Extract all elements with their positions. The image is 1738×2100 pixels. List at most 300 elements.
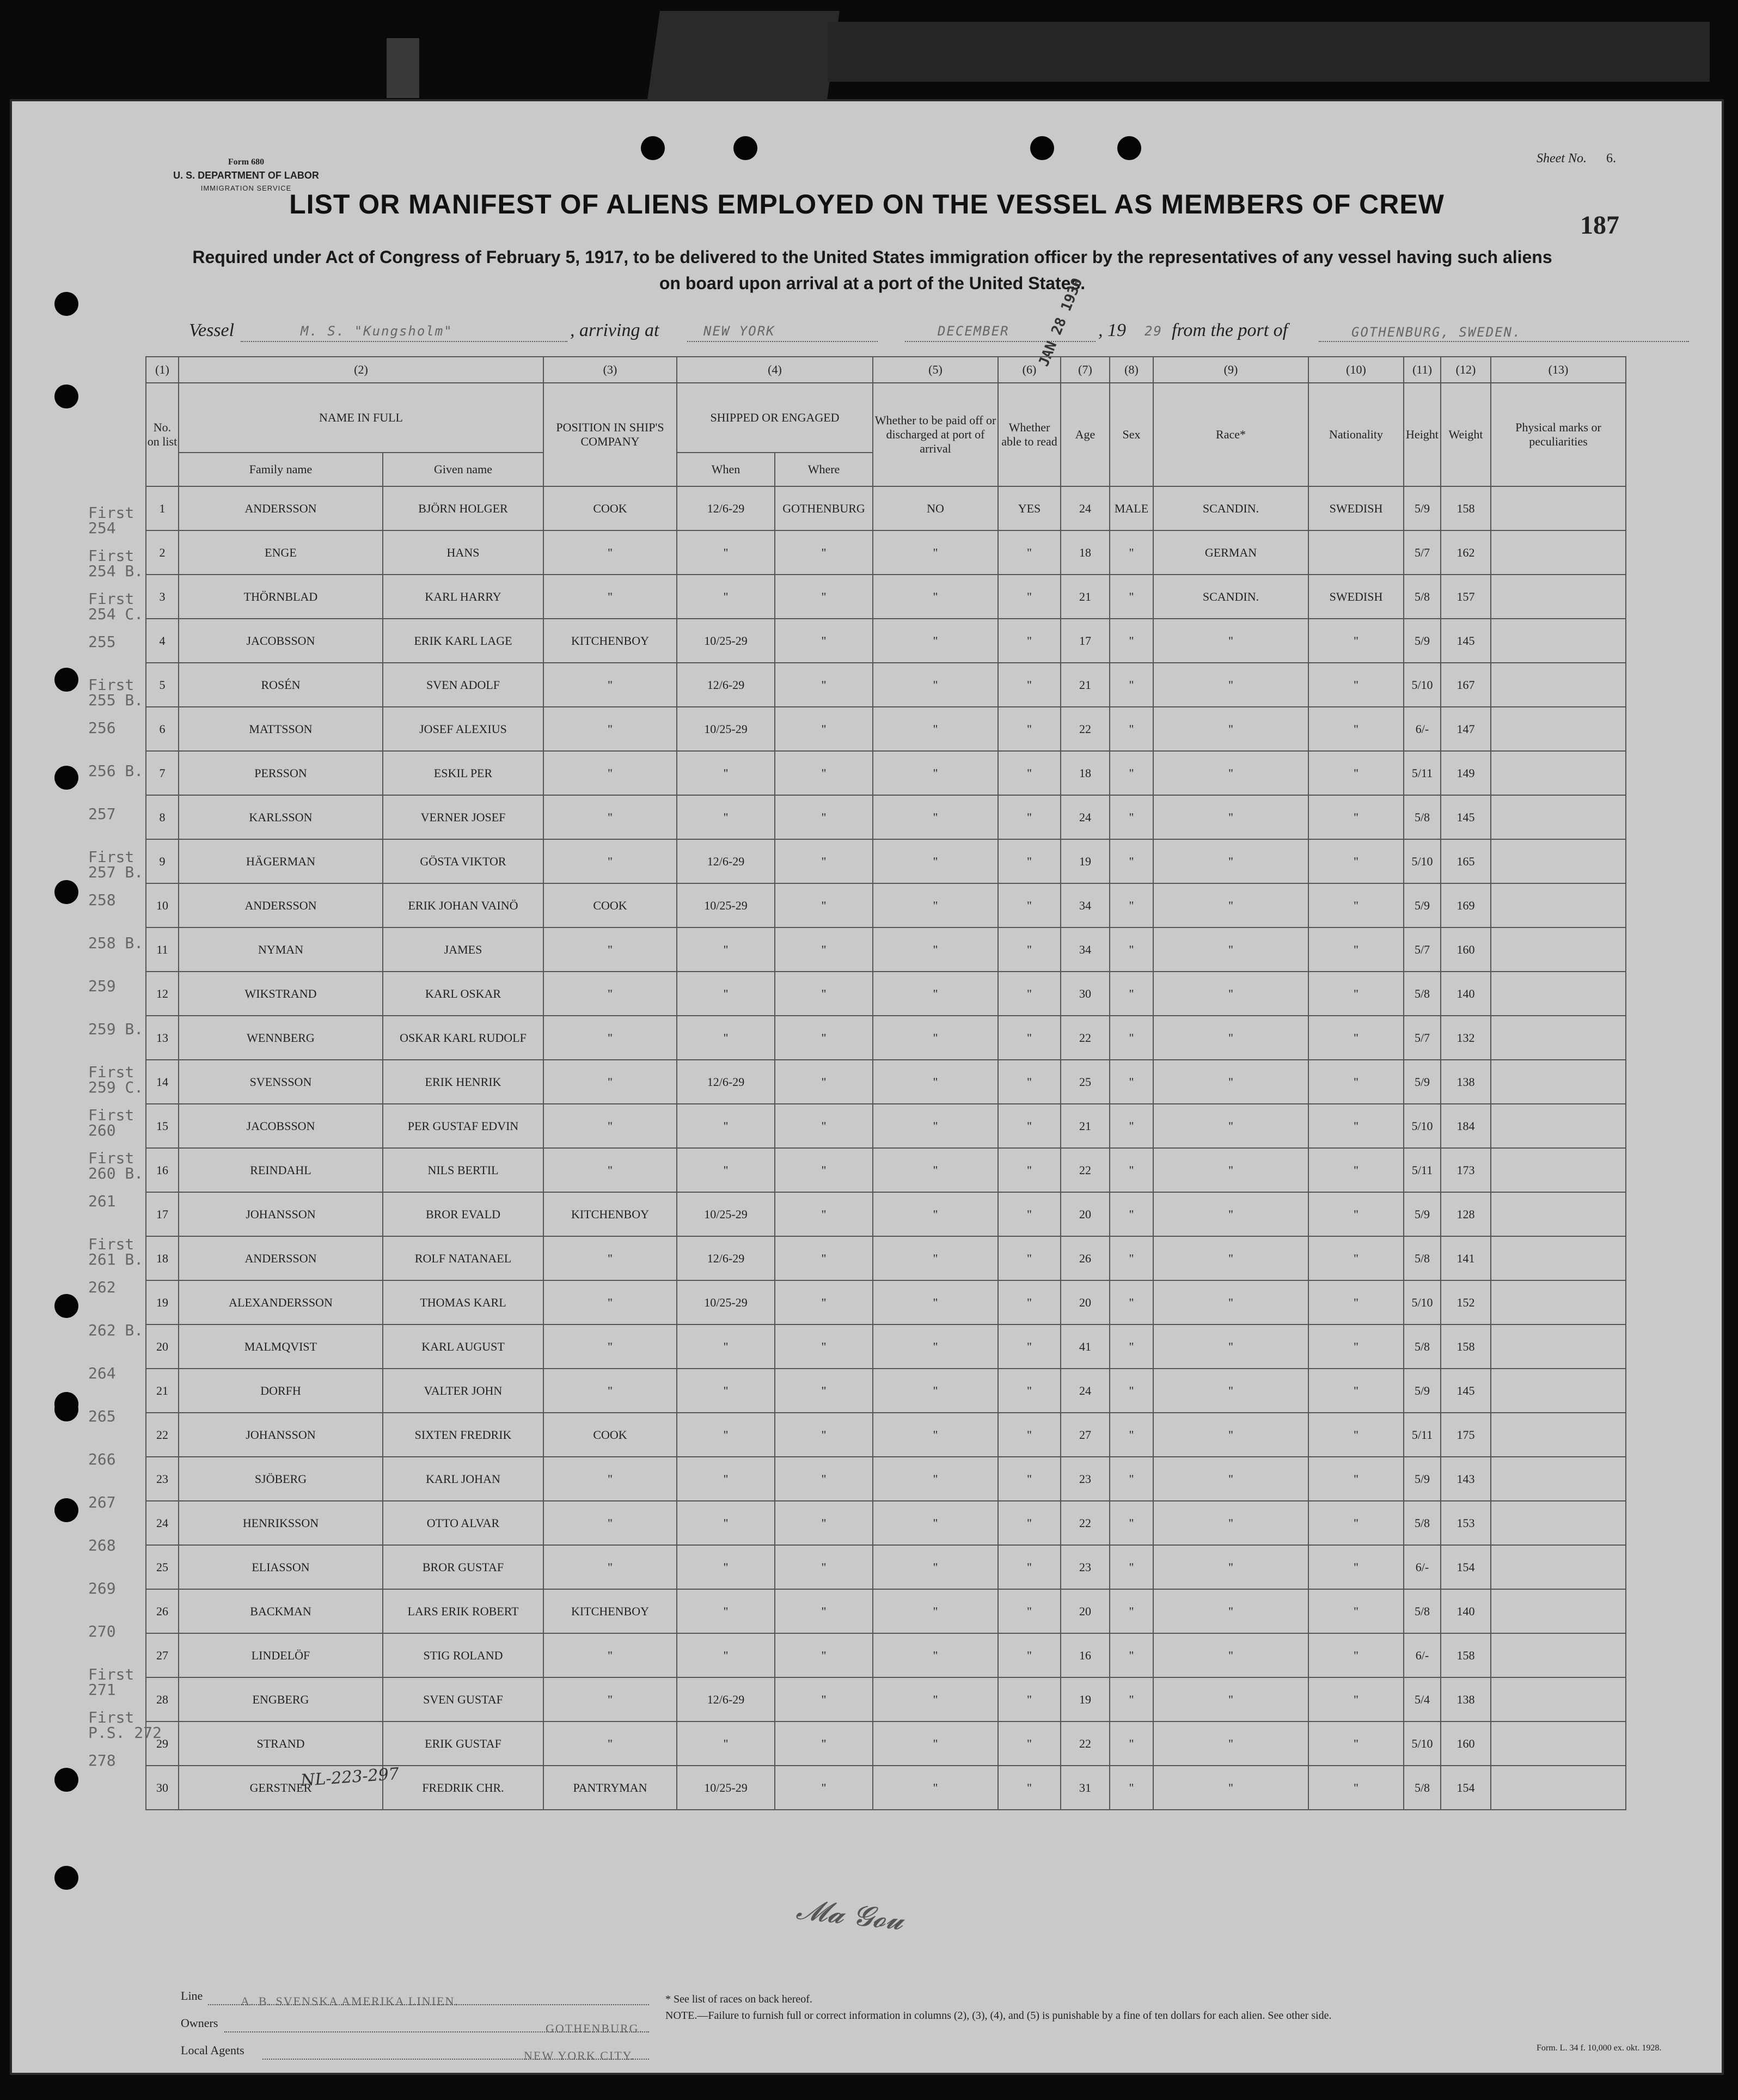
reference-number: First 255 B.: [88, 676, 144, 709]
shipped-where-cell: ": [775, 1016, 873, 1060]
able-to-read-cell: ": [998, 1677, 1061, 1721]
position-cell: ": [543, 1677, 677, 1721]
physical-marks-cell: [1491, 1677, 1626, 1721]
paid-off-cell: ": [873, 1236, 998, 1280]
age-cell: 24: [1061, 1369, 1110, 1413]
race-cell: ": [1153, 1766, 1308, 1810]
sex-cell: ": [1110, 972, 1153, 1016]
sex-cell: ": [1110, 1545, 1153, 1589]
physical-marks-cell: [1491, 1060, 1626, 1104]
sex-cell: ": [1110, 927, 1153, 972]
sex-cell: ": [1110, 1148, 1153, 1192]
shipped-when-cell: ": [677, 751, 775, 795]
given-name-cell: OTTO ALVAR: [383, 1501, 543, 1545]
physical-marks-cell: [1491, 1236, 1626, 1280]
position-cell: ": [543, 795, 677, 839]
position-cell: ": [543, 839, 677, 883]
row-number-cell: 16: [146, 1148, 179, 1192]
paid-off-cell: ": [873, 1148, 998, 1192]
sex-cell: ": [1110, 1721, 1153, 1766]
nationality-cell: ": [1308, 972, 1404, 1016]
given-name-cell: SIXTEN FREDRIK: [383, 1413, 543, 1457]
shipped-when-cell: 10/25-29: [677, 1280, 775, 1324]
family-name-cell: ALEXANDERSSON: [179, 1280, 383, 1324]
sex-cell: ": [1110, 751, 1153, 795]
row-number-cell: 30: [146, 1766, 179, 1810]
reference-number: 262: [88, 1278, 116, 1296]
family-name-cell: GERSTNER: [179, 1766, 383, 1810]
position-cell: ": [543, 1060, 677, 1104]
sex-cell: ": [1110, 1501, 1153, 1545]
shipped-when-cell: ": [677, 795, 775, 839]
paid-off-cell: ": [873, 1501, 998, 1545]
header-physical-marks: Physical marks or peculiarities: [1491, 383, 1626, 486]
shipped-where-cell: ": [775, 1192, 873, 1236]
shipped-where-cell: ": [775, 1236, 873, 1280]
position-cell: ": [543, 1104, 677, 1148]
header-nationality: Nationality: [1308, 383, 1404, 486]
given-name-cell: BROR GUSTAF: [383, 1545, 543, 1589]
sex-cell: ": [1110, 795, 1153, 839]
height-cell: 5/7: [1404, 927, 1441, 972]
shipped-when-cell: ": [677, 1413, 775, 1457]
shipped-where-cell: ": [775, 1369, 873, 1413]
able-to-read-cell: ": [998, 751, 1061, 795]
manifest-rows: [146, 486, 1626, 1810]
able-to-read-cell: ": [998, 839, 1061, 883]
shipped-when-cell: ": [677, 1501, 775, 1545]
shipped-when-cell: ": [677, 927, 775, 972]
sex-cell: ": [1110, 883, 1153, 927]
form-number: Form 680: [228, 157, 265, 167]
table-row: [146, 1148, 1626, 1192]
reference-number: 278: [88, 1751, 116, 1769]
nationality-cell: ": [1308, 751, 1404, 795]
race-cell: ": [1153, 927, 1308, 972]
race-cell: ": [1153, 1457, 1308, 1501]
race-cell: ": [1153, 1633, 1308, 1677]
given-name-cell: BJÖRN HOLGER: [383, 486, 543, 530]
race-cell: SCANDIN.: [1153, 575, 1308, 619]
age-cell: 23: [1061, 1545, 1110, 1589]
table-row: [146, 1060, 1626, 1104]
height-cell: 5/10: [1404, 1721, 1441, 1766]
shipped-when-cell: 12/6-29: [677, 663, 775, 707]
paid-off-cell: NO: [873, 486, 998, 530]
physical-marks-cell: [1491, 1324, 1626, 1369]
paid-off-cell: ": [873, 1766, 998, 1810]
page-number: 187: [1580, 211, 1619, 240]
height-cell: 6/-: [1404, 707, 1441, 751]
weight-cell: 132: [1441, 1016, 1491, 1060]
age-cell: 20: [1061, 1280, 1110, 1324]
position-cell: ": [543, 972, 677, 1016]
nationality-cell: ": [1308, 1236, 1404, 1280]
age-cell: 25: [1061, 1060, 1110, 1104]
given-name-cell: THOMAS KARL: [383, 1280, 543, 1324]
given-name-cell: ERIK GUSTAF: [383, 1721, 543, 1766]
weight-cell: 158: [1441, 1324, 1491, 1369]
height-cell: 5/10: [1404, 839, 1441, 883]
sex-cell: ": [1110, 1413, 1153, 1457]
table-row: [146, 972, 1626, 1016]
position-cell: ": [543, 1501, 677, 1545]
family-name-cell: ANDERSSON: [179, 486, 383, 530]
table-row: [146, 1413, 1626, 1457]
arriving-underline: [687, 341, 878, 342]
position-cell: KITCHENBOY: [543, 1589, 677, 1633]
age-cell: 20: [1061, 1192, 1110, 1236]
age-cell: 31: [1061, 1766, 1110, 1810]
race-cell: ": [1153, 1236, 1308, 1280]
age-cell: 21: [1061, 575, 1110, 619]
physical-marks-cell: [1491, 1633, 1626, 1677]
age-cell: 20: [1061, 1589, 1110, 1633]
footer-agents-value: NEW YORK CITY.: [524, 2049, 635, 2062]
row-number-cell: 11: [146, 927, 179, 972]
position-cell: COOK: [543, 1413, 677, 1457]
physical-marks-cell: [1491, 1721, 1626, 1766]
shipped-where-cell: ": [775, 1721, 873, 1766]
shipped-where-cell: ": [775, 1677, 873, 1721]
paid-off-cell: ": [873, 1060, 998, 1104]
table-row: [146, 1236, 1626, 1280]
height-cell: 5/11: [1404, 1413, 1441, 1457]
reference-number: First 259 C.: [88, 1063, 144, 1096]
row-number-cell: 18: [146, 1236, 179, 1280]
given-name-cell: BROR EVALD: [383, 1192, 543, 1236]
family-name-cell: MALMQVIST: [179, 1324, 383, 1369]
year-label: , 19: [1098, 320, 1126, 340]
physical-marks-cell: [1491, 486, 1626, 530]
given-name-cell: STIG ROLAND: [383, 1633, 543, 1677]
position-cell: COOK: [543, 486, 677, 530]
able-to-read-cell: ": [998, 795, 1061, 839]
age-cell: 21: [1061, 663, 1110, 707]
sex-cell: ": [1110, 619, 1153, 663]
department-name: U. S. DEPARTMENT OF LABOR: [173, 170, 319, 181]
nationality-cell: ": [1308, 1060, 1404, 1104]
weight-cell: 173: [1441, 1148, 1491, 1192]
able-to-read-cell: ": [998, 1589, 1061, 1633]
able-to-read-cell: ": [998, 1104, 1061, 1148]
col-num-7: (7): [1061, 357, 1110, 383]
age-cell: 21: [1061, 1104, 1110, 1148]
physical-marks-cell: [1491, 1280, 1626, 1324]
vessel-label: Vessel: [189, 320, 235, 340]
row-number-cell: 20: [146, 1324, 179, 1369]
able-to-read-cell: ": [998, 1148, 1061, 1192]
table-row: [146, 1016, 1626, 1060]
position-cell: KITCHENBOY: [543, 619, 677, 663]
punch-hole: [733, 136, 757, 160]
paid-off-cell: ": [873, 1633, 998, 1677]
height-cell: 5/8: [1404, 1501, 1441, 1545]
physical-marks-cell: [1491, 839, 1626, 883]
form-code: Form. L. 34 f. 10,000 ex. okt. 1928.: [1537, 2043, 1662, 2053]
height-cell: 5/8: [1404, 1236, 1441, 1280]
reference-number: First 260 B.: [88, 1149, 144, 1182]
table-row: [146, 1501, 1626, 1545]
family-name-cell: ANDERSSON: [179, 1236, 383, 1280]
shipped-when-cell: 12/6-29: [677, 1060, 775, 1104]
paid-off-cell: ": [873, 1413, 998, 1457]
col-num-8: (8): [1110, 357, 1153, 383]
shipped-when-cell: ": [677, 1369, 775, 1413]
row-number-cell: 26: [146, 1589, 179, 1633]
able-to-read-cell: ": [998, 883, 1061, 927]
header-when: When: [677, 453, 775, 486]
month-underline: [905, 341, 1096, 342]
nationality-cell: ": [1308, 1589, 1404, 1633]
row-number-cell: 14: [146, 1060, 179, 1104]
physical-marks-cell: [1491, 619, 1626, 663]
position-cell: KITCHENBOY: [543, 1192, 677, 1236]
physical-marks-cell: [1491, 1413, 1626, 1457]
race-cell: ": [1153, 663, 1308, 707]
punch-hole: [54, 1294, 78, 1318]
row-number-cell: 5: [146, 663, 179, 707]
header-height: Height: [1404, 383, 1441, 486]
weight-cell: 154: [1441, 1545, 1491, 1589]
row-number-cell: 15: [146, 1104, 179, 1148]
folder-tab: [647, 11, 840, 103]
age-cell: 26: [1061, 1236, 1110, 1280]
folder-tab: [828, 22, 1710, 82]
given-name-cell: ESKIL PER: [383, 751, 543, 795]
punch-hole: [54, 1498, 78, 1522]
paid-off-cell: ": [873, 1369, 998, 1413]
paid-off-cell: ": [873, 575, 998, 619]
race-cell: ": [1153, 707, 1308, 751]
punch-hole: [54, 668, 78, 692]
punch-hole: [54, 1866, 78, 1890]
table-row: [146, 619, 1626, 663]
nationality-cell: ": [1308, 663, 1404, 707]
able-to-read-cell: ": [998, 575, 1061, 619]
height-cell: 5/9: [1404, 1192, 1441, 1236]
col-num-6: (6): [998, 357, 1061, 383]
shipped-when-cell: 10/25-29: [677, 707, 775, 751]
physical-marks-cell: [1491, 707, 1626, 751]
weight-cell: 152: [1441, 1280, 1491, 1324]
document-title: LIST OR MANIFEST OF ALIENS EMPLOYED ON THE VESSEL AS MEMBERS OF CREW: [289, 189, 1445, 219]
reference-number: 269: [88, 1579, 116, 1597]
sex-cell: ": [1110, 1457, 1153, 1501]
shipped-where-cell: ": [775, 883, 873, 927]
reference-number: First P.S. 272: [88, 1708, 162, 1742]
col-num-4: (4): [677, 357, 873, 383]
nationality-cell: ": [1308, 839, 1404, 883]
row-number-cell: 10: [146, 883, 179, 927]
from-label: from the port of: [1172, 320, 1288, 340]
handwritten-signature: 𝓜𝓪 𝓖𝓸𝓾: [794, 1893, 905, 1937]
paid-off-cell: ": [873, 1589, 998, 1633]
paid-off-cell: ": [873, 972, 998, 1016]
table-row: [146, 1633, 1626, 1677]
family-name-cell: SVENSSON: [179, 1060, 383, 1104]
family-name-cell: WENNBERG: [179, 1016, 383, 1060]
paid-off-cell: ": [873, 1677, 998, 1721]
table-row: [146, 1589, 1626, 1633]
nationality-cell: ": [1308, 1369, 1404, 1413]
given-name-cell: ERIK KARL LAGE: [383, 619, 543, 663]
able-to-read-cell: ": [998, 927, 1061, 972]
row-number-cell: 27: [146, 1633, 179, 1677]
age-cell: 22: [1061, 1148, 1110, 1192]
height-cell: 5/4: [1404, 1677, 1441, 1721]
sex-cell: ": [1110, 1060, 1153, 1104]
header-paid-off: Whether to be paid off or discharged at port of arrival: [873, 383, 998, 486]
given-name-cell: PER GUSTAF EDVIN: [383, 1104, 543, 1148]
height-cell: 5/10: [1404, 663, 1441, 707]
row-number-cell: 28: [146, 1677, 179, 1721]
nationality-cell: ": [1308, 1016, 1404, 1060]
reference-number: First 254: [88, 504, 134, 537]
header-race: Race*: [1153, 383, 1308, 486]
header-sex: Sex: [1110, 383, 1153, 486]
weight-cell: 147: [1441, 707, 1491, 751]
shipped-where-cell: ": [775, 795, 873, 839]
age-cell: 17: [1061, 619, 1110, 663]
given-name-cell: OSKAR KARL RUDOLF: [383, 1016, 543, 1060]
race-cell: GERMAN: [1153, 530, 1308, 575]
paid-off-cell: ": [873, 1457, 998, 1501]
position-cell: ": [543, 1148, 677, 1192]
shipped-where-cell: ": [775, 972, 873, 1016]
folder-tab: [387, 38, 419, 98]
physical-marks-cell: [1491, 927, 1626, 972]
race-cell: ": [1153, 1060, 1308, 1104]
paid-off-cell: ": [873, 530, 998, 575]
col-num-11: (11): [1404, 357, 1441, 383]
weight-cell: 145: [1441, 1369, 1491, 1413]
arriving-label: , arriving at: [570, 320, 659, 340]
physical-marks-cell: [1491, 530, 1626, 575]
subtitle-line-2: on board upon arrival at a port of the United States.: [659, 273, 1086, 293]
sex-cell: ": [1110, 663, 1153, 707]
row-number-cell: 8: [146, 795, 179, 839]
weight-cell: 160: [1441, 927, 1491, 972]
table-row: [146, 530, 1626, 575]
given-name-cell: FREDRIK CHR.: [383, 1766, 543, 1810]
sheet-label: Sheet No.: [1537, 151, 1587, 166]
race-cell: ": [1153, 1545, 1308, 1589]
col-num-9: (9): [1153, 357, 1308, 383]
sex-cell: ": [1110, 530, 1153, 575]
sex-cell: ": [1110, 1192, 1153, 1236]
reference-number: First 271: [88, 1665, 134, 1699]
position-cell: ": [543, 751, 677, 795]
shipped-where-cell: ": [775, 663, 873, 707]
family-name-cell: HÄGERMAN: [179, 839, 383, 883]
table-row: [146, 795, 1626, 839]
shipped-when-cell: ": [677, 530, 775, 575]
family-name-cell: DORFH: [179, 1369, 383, 1413]
able-to-read-cell: ": [998, 1501, 1061, 1545]
sex-cell: ": [1110, 1324, 1153, 1369]
sex-cell: ": [1110, 575, 1153, 619]
nationality-cell: ": [1308, 1721, 1404, 1766]
table-row: [146, 839, 1626, 883]
weight-cell: 143: [1441, 1457, 1491, 1501]
race-cell: ": [1153, 883, 1308, 927]
reference-number: 265: [88, 1407, 116, 1425]
shipped-where-cell: ": [775, 1457, 873, 1501]
given-name-cell: ERIK HENRIK: [383, 1060, 543, 1104]
header-age: Age: [1061, 383, 1110, 486]
race-cell: ": [1153, 795, 1308, 839]
shipped-when-cell: ": [677, 1589, 775, 1633]
given-name-cell: NILS BERTIL: [383, 1148, 543, 1192]
row-number-cell: 25: [146, 1545, 179, 1589]
document-subtitle: [175, 244, 1569, 296]
shipped-where-cell: ": [775, 619, 873, 663]
physical-marks-cell: [1491, 663, 1626, 707]
paid-off-cell: ": [873, 1016, 998, 1060]
row-number-cell: 24: [146, 1501, 179, 1545]
given-name-cell: ERIK JOHAN VAINÖ: [383, 883, 543, 927]
paid-off-cell: ": [873, 1280, 998, 1324]
age-cell: 19: [1061, 1677, 1110, 1721]
race-cell: ": [1153, 619, 1308, 663]
paid-off-cell: ": [873, 1104, 998, 1148]
row-number-cell: 9: [146, 839, 179, 883]
footer-note-races: * See list of races on back hereof.: [665, 1993, 812, 2005]
weight-cell: 138: [1441, 1060, 1491, 1104]
weight-cell: 138: [1441, 1677, 1491, 1721]
height-cell: 5/9: [1404, 1457, 1441, 1501]
from-underline: [1319, 341, 1689, 342]
shipped-when-cell: ": [677, 1016, 775, 1060]
height-cell: 5/8: [1404, 1589, 1441, 1633]
paid-off-cell: ": [873, 1721, 998, 1766]
sex-cell: ": [1110, 1236, 1153, 1280]
paid-off-cell: ": [873, 795, 998, 839]
footer-owners-underline: [224, 2031, 649, 2032]
physical-marks-cell: [1491, 751, 1626, 795]
shipped-when-cell: ": [677, 1324, 775, 1369]
age-cell: 22: [1061, 1501, 1110, 1545]
reference-number: 268: [88, 1536, 116, 1554]
shipped-when-cell: ": [677, 1457, 775, 1501]
sex-cell: ": [1110, 1280, 1153, 1324]
physical-marks-cell: [1491, 1545, 1626, 1589]
weight-cell: 167: [1441, 663, 1491, 707]
race-cell: ": [1153, 972, 1308, 1016]
shipped-when-cell: 10/25-29: [677, 1192, 775, 1236]
nationality-cell: [1308, 530, 1404, 575]
table-row: [146, 1677, 1626, 1721]
given-name-cell: JAMES: [383, 927, 543, 972]
physical-marks-cell: [1491, 1457, 1626, 1501]
shipped-when-cell: ": [677, 1148, 775, 1192]
physical-marks-cell: [1491, 1148, 1626, 1192]
shipped-where-cell: ": [775, 751, 873, 795]
table-row: [146, 707, 1626, 751]
age-cell: 30: [1061, 972, 1110, 1016]
reference-number: 264: [88, 1364, 116, 1382]
height-cell: 5/8: [1404, 575, 1441, 619]
height-cell: 5/9: [1404, 619, 1441, 663]
month-value: DECEMBER: [938, 323, 1009, 339]
nationality-cell: ": [1308, 1501, 1404, 1545]
table-row: [146, 1280, 1626, 1324]
family-name-cell: ANDERSSON: [179, 883, 383, 927]
weight-cell: 141: [1441, 1236, 1491, 1280]
able-to-read-cell: ": [998, 1280, 1061, 1324]
sex-cell: ": [1110, 1766, 1153, 1810]
